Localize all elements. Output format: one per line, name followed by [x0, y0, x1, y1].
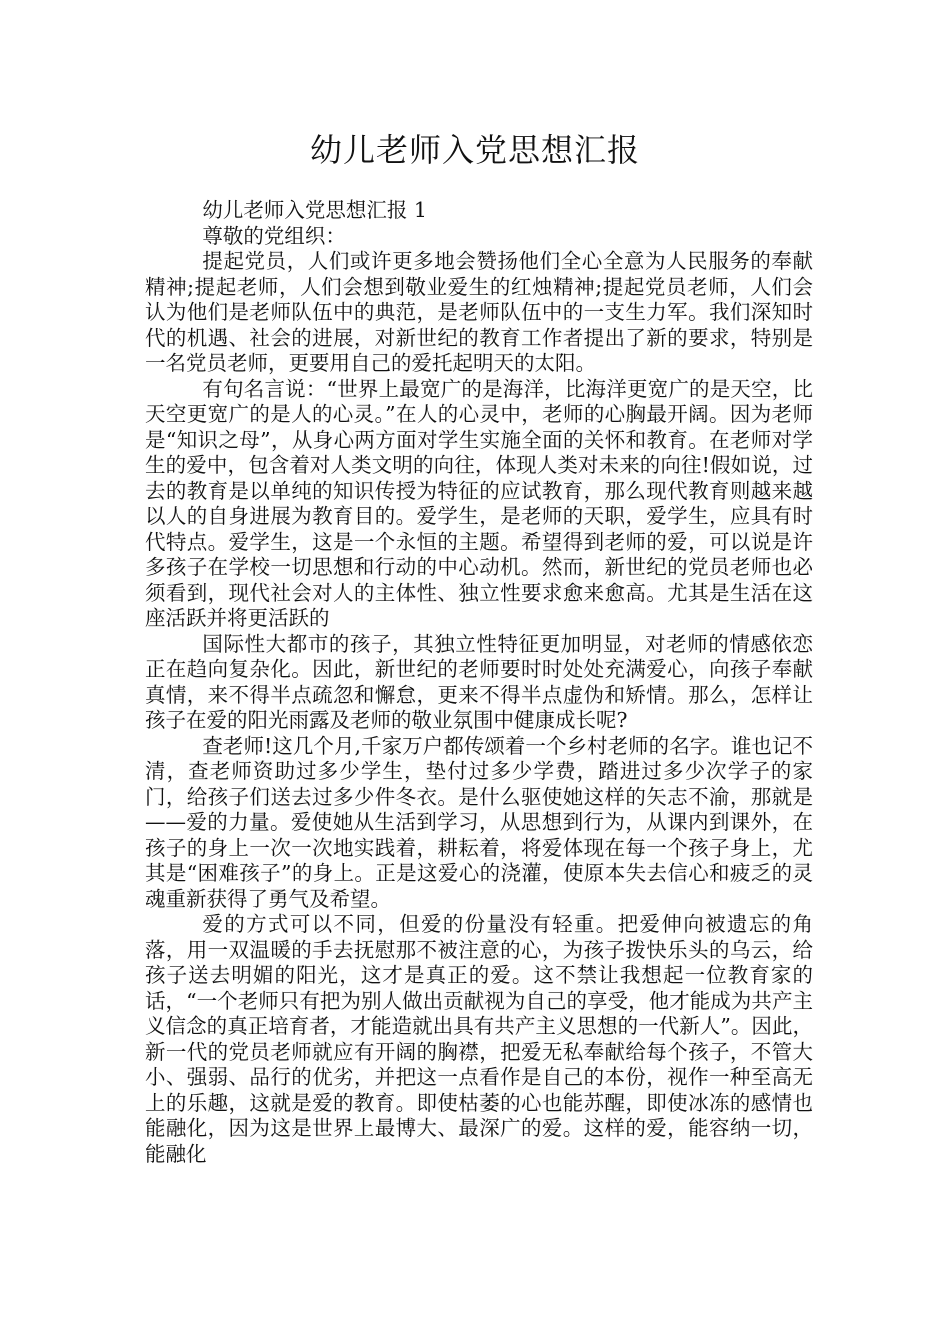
- paragraph-1: 提起党员，人们或许更多地会赞扬他们全心全意为人民服务的奉献精神;提起老师，人们会想到敬业爱生的红烛精神;提起党员老师，人们会认为他们是老师队伍中的典范，是老师队伍中的一支生力军。我们深知时代的机遇、社会的进展，对新世纪的教育工作者提出了新的要求，特别是一名党员老师，更要用自己的爱托起明天的太阳。: [145, 249, 813, 375]
- paragraph-4: 查老师!这几个月,千家万户都传颂着一个乡村老师的名字。谁也记不清，查老师资助过多少学生，垫付过多少学费，踏进过多少次学子的家门，给孩子们送去过多少件冬衣。是什么驱使她这样的矢志不渝，那就是——爱的力量。爱使她从生活到学习，从思想到行为，从课内到课外，在孩子的身上一次一次地实践着，耕耘着，将爱体现在每一个孩子身上，尤其是“困难孩子”的身上。正是这爱心的浇灌，使原本失去信心和疲乏的灵魂重新获得了勇气及希望。: [145, 733, 813, 911]
- salutation: 尊敬的党组织：: [202, 223, 346, 248]
- document-title: 幼儿老师入党思想汇报: [309, 131, 640, 169]
- document-body: [145, 198, 813, 1167]
- paragraph-2: 有句名言说：“世界上最宽广的是海洋，比海洋更宽广的是天空，比天空更宽广的是人的心灵。”在人的心灵中，老师的心胸最开阔。因为老师是“知识之母”，从身心两方面对学生实施全面的关怀和教育。在老师对学生的爱中，包含着对人类文明的向往，体现人类对未来的向往!假如说，过去的教育是以单纯的知识传授为特征的应试教育，那么现代教育则越来越以人的自身进展为教育目的。爱学生，是老师的天职，爱学生，应具有时代特点。爱学生，这是一个永恒的主题。希望得到老师的爱，可以说是许多孩子在学校一切思想和行动的中心动机。然而，新世纪的党员老师也必须看到，现代社会对人的主体性、独立性要求愈来愈高。尤其是生活在这座活跃并将更活跃的: [145, 376, 813, 630]
- paragraph-5: 爱的方式可以不同，但爱的份量没有轻重。把爱伸向被遗忘的角落，用一双温暖的手去抚慰那不被注意的心，为孩子拨快乐头的乌云，给孩子送去明媚的阳光，这才是真正的爱。这不禁让我想起一位教育家的话，“一个老师只有把为别人做出贡献视为自己的享受，他才能成为共产主义信念的真正培育者，才能造就出具有共产主义思想的一代新人”。因此，新一代的党员老师就应有开阔的胸襟，把爱无私奉献给每个孩子，不管大小、强弱、品行的优劣，并把这一点看作是自己的本份，视作一种至高无上的乐趣，这就是爱的教育。即使枯萎的心也能苏醒，即使冰冻的感情也能融化，因为这是世界上最博大、最深广的爱。这样的爱，能容纳一切，能融化: [145, 912, 813, 1166]
- document-subtitle: 幼儿老师入党思想汇报 1: [202, 198, 427, 222]
- paragraph-3: 国际性大都市的孩子，其独立性特征更加明显，对老师的情感依恋正在趋向复杂化。因此，新世纪的老师要时时处处充满爱心，向孩子奉献真情，来不得半点疏忽和懈怠，更来不得半点虚伪和矫情。那么，怎样让孩子在爱的阳光雨露及老师的敬业氛围中健康成长呢?: [145, 631, 813, 732]
